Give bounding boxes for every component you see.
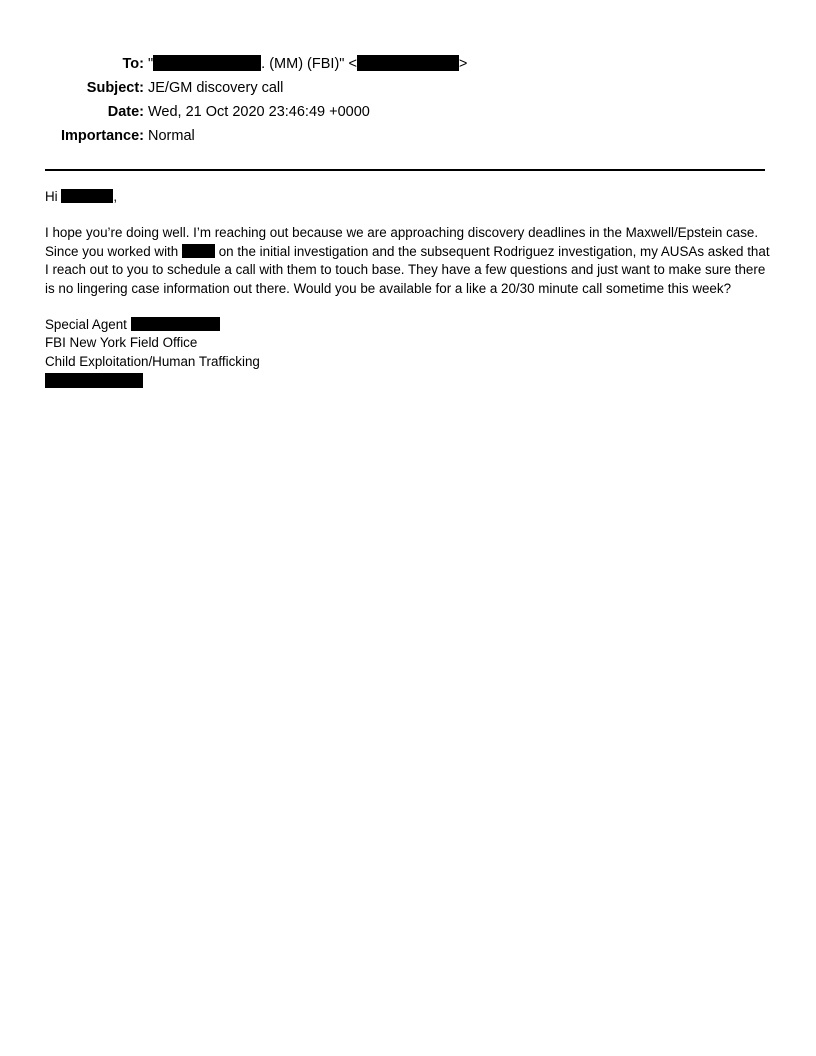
importance-row <box>0 124 816 148</box>
importance-value: Normal <box>148 128 195 144</box>
signature-title-line <box>45 316 775 334</box>
to-close: > <box>458 56 468 72</box>
redacted-contact-line <box>45 371 775 389</box>
greeting-suffix: , <box>113 189 118 204</box>
signature-office: FBI New York Field Office <box>45 335 198 351</box>
signature-unit: Child Exploitation/Human Trafficking <box>45 353 260 369</box>
to-value <box>148 52 467 76</box>
paragraph-part-2: on the initial investigation and the subsequent Rodriguez investigation, my AUSAs asked that I reach out to you to schedule a call with them to touch base. They have a few questions and just want to make sure there is no lingering case information out there. Would you be available for a like a 20/30 minute call sometime this week? <box>45 243 770 296</box>
date-label: Date: <box>107 104 144 120</box>
to-open-quote: " <box>148 56 154 72</box>
redacted-recipient-name <box>153 55 261 71</box>
header-divider <box>45 169 765 171</box>
redacted-agent-name <box>131 317 220 331</box>
redacted-recipient-email <box>357 55 459 71</box>
to-row <box>0 52 816 76</box>
redacted-colleague-name <box>182 244 215 258</box>
subject-value: JE/GM discovery call <box>148 80 284 96</box>
email-header <box>0 52 816 148</box>
greeting <box>45 188 775 206</box>
subject-label: Subject: <box>86 80 144 96</box>
greeting-prefix: Hi <box>45 189 58 204</box>
email-body <box>45 188 775 390</box>
body-paragraph <box>45 224 775 298</box>
to-after-name: . (MM) (FBI)" < <box>261 56 357 72</box>
redacted-contact <box>45 373 143 388</box>
subject-row <box>0 76 816 100</box>
to-label: To: <box>122 56 144 72</box>
signature-title: Special Agent <box>45 317 127 333</box>
paragraph-part-1: I hope you’re doing well. I’m reaching out because we are approaching discovery deadlines in the Maxwell/Epstein case. Since you worked with <box>45 225 759 259</box>
date-row <box>0 100 816 124</box>
signature-block <box>45 316 775 390</box>
importance-label: Importance: <box>61 128 144 144</box>
date-value: Wed, 21 Oct 2020 23:46:49 +0000 <box>148 104 370 120</box>
redacted-greeting-name <box>61 189 113 203</box>
